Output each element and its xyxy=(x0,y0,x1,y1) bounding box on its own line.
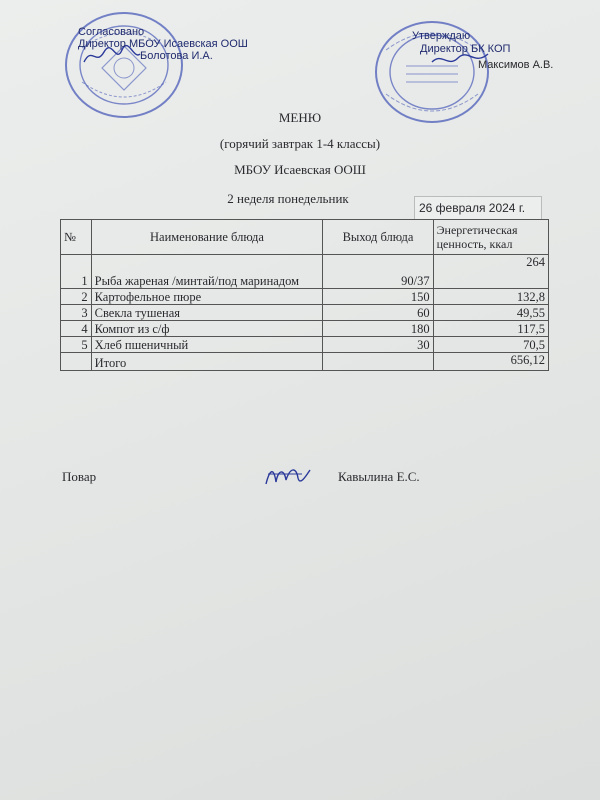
approval-right-line2: Директор БК КОП xyxy=(420,43,511,55)
row-name: Свекла тушеная xyxy=(91,305,323,321)
header-output: Выход блюда xyxy=(323,220,433,255)
total-energy: 656,12 xyxy=(433,353,548,371)
row-num: 2 xyxy=(61,289,92,305)
table-row xyxy=(61,255,549,289)
week-day: 2 неделя понедельник xyxy=(227,191,349,206)
cook-role: Повар xyxy=(62,469,97,484)
row-energy: 70,5 xyxy=(433,337,548,353)
row-name: Хлеб пшеничный xyxy=(91,337,323,353)
row-num: 1 xyxy=(61,255,92,289)
row-energy: 132,8 xyxy=(433,289,548,305)
approval-right-line1: Утверждаю xyxy=(412,30,471,42)
total-num-cell xyxy=(61,353,92,371)
table-row xyxy=(61,289,549,305)
table-row xyxy=(61,337,549,353)
table-row xyxy=(61,321,549,337)
row-num: 5 xyxy=(61,337,92,353)
table-total-row xyxy=(61,353,549,371)
table-header-row xyxy=(61,220,549,255)
row-name: Рыба жареная /минтай/под маринадом xyxy=(91,255,323,289)
approval-left-line2: Директор МБОУ Исаевская ООШ xyxy=(78,38,248,50)
row-energy: 264 xyxy=(433,255,548,289)
approval-left-line3: Болотова И.А. xyxy=(140,50,213,62)
row-output: 30 xyxy=(323,337,433,353)
approval-right-line3: Максимов А.В. xyxy=(478,59,554,71)
row-num: 4 xyxy=(61,321,92,337)
row-output: 150 xyxy=(323,289,433,305)
menu-subtitle: (горячий завтрак 1-4 классы) xyxy=(219,136,381,151)
row-output: 180 xyxy=(323,321,433,337)
menu-table xyxy=(60,219,549,371)
school-name: МБОУ Исаевская ООШ xyxy=(234,162,366,177)
row-name: Компот из с/ф xyxy=(91,321,323,337)
row-output: 90/37 xyxy=(323,255,433,289)
approval-left-line1: Согласовано xyxy=(78,26,145,38)
cook-signature xyxy=(262,462,312,492)
row-energy: 49,55 xyxy=(433,305,548,321)
header-energy: Энергетическая ценность, ккал xyxy=(433,220,548,255)
menu-title: МЕНЮ xyxy=(278,110,322,125)
row-energy: 117,5 xyxy=(433,321,548,337)
cook-name: Кавылина Е.С. xyxy=(338,469,420,484)
row-num: 3 xyxy=(61,305,92,321)
total-output-cell xyxy=(323,353,433,371)
row-name: Картофельное пюре xyxy=(91,289,323,305)
header-num: № xyxy=(61,220,92,255)
row-output: 60 xyxy=(323,305,433,321)
menu-date: 26 февраля 2024 г. xyxy=(414,196,542,220)
total-label: Итого xyxy=(91,353,323,371)
header-name: Наименование блюда xyxy=(91,220,323,255)
table-row xyxy=(61,305,549,321)
